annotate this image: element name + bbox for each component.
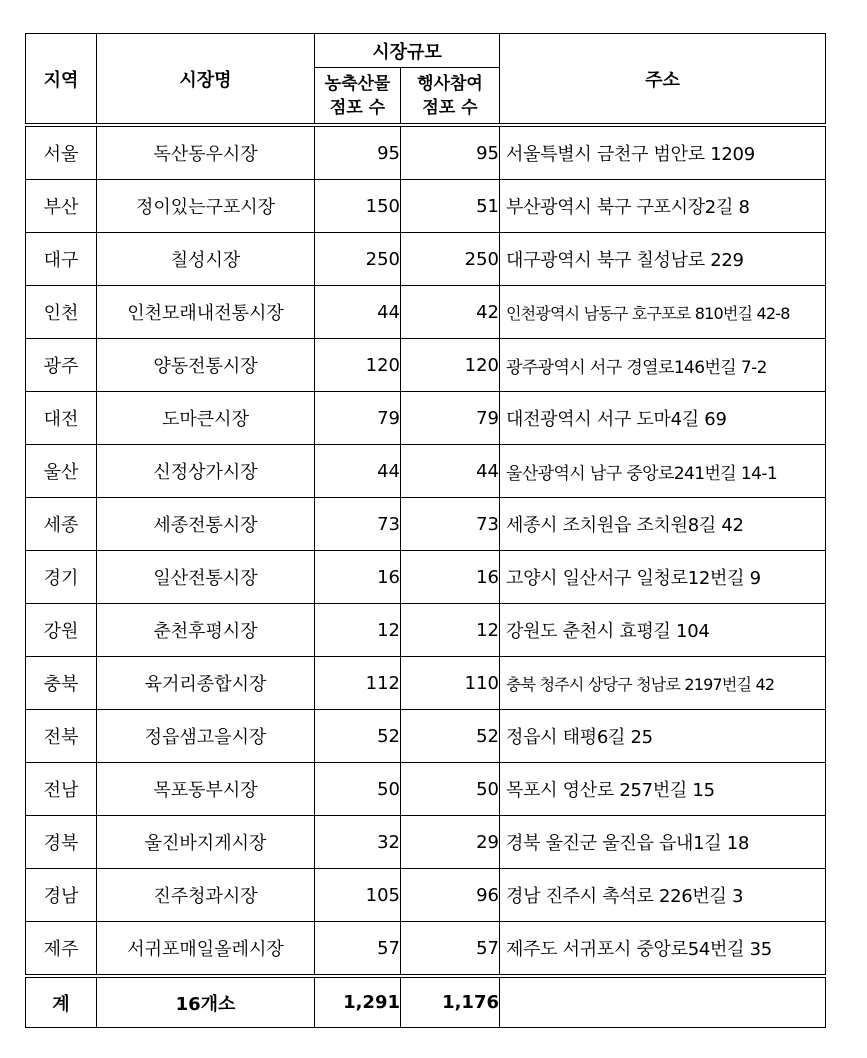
cell-market-name: 진주청과시장 [97,869,315,922]
total-address-empty [500,976,826,1028]
cell-market-name: 인천모래내전통시장 [97,286,315,339]
header-market-scale: 시장규모 [315,34,500,68]
cell-address: 고양시 일산서구 일청로12번길 9 [500,551,826,604]
cell-market-name: 일산전통시장 [97,551,315,604]
cell-region: 경기 [26,551,97,604]
cell-event-stores: 110 [401,657,500,710]
cell-address: 서울특별시 금천구 범안로 1209 [500,125,826,180]
cell-address: 제주도 서귀포시 중앙로54번길 35 [500,922,826,977]
cell-agri-stores: 52 [315,710,401,763]
cell-region: 충북 [26,657,97,710]
table-row [26,657,826,710]
cell-address: 강원도 춘천시 효평길 104 [500,604,826,657]
cell-market-name: 춘천후평시장 [97,604,315,657]
cell-market-name: 서귀포매일올레시장 [97,922,315,977]
table-row [26,710,826,763]
cell-address: 대구광역시 북구 칠성남로 229 [500,233,826,286]
cell-market-name: 양동전통시장 [97,339,315,392]
cell-agri-stores: 57 [315,922,401,977]
market-table [25,33,826,1028]
cell-agri-stores: 50 [315,763,401,816]
header-region: 지역 [26,34,97,126]
cell-event-stores: 95 [401,125,500,180]
cell-address: 부산광역시 북구 구포시장2길 8 [500,180,826,233]
cell-address: 울산광역시 남구 중앙로241번길 14-1 [500,445,826,498]
cell-region: 울산 [26,445,97,498]
cell-agri-stores: 73 [315,498,401,551]
table-row [26,180,826,233]
table-row [26,816,826,869]
table-row [26,392,826,445]
cell-region: 서울 [26,125,97,180]
cell-region: 경남 [26,869,97,922]
table-row [26,869,826,922]
cell-address: 대전광역시 서구 도마4길 69 [500,392,826,445]
cell-event-stores: 44 [401,445,500,498]
header-event-stores [401,68,500,126]
cell-agri-stores: 120 [315,339,401,392]
header-address: 주소 [500,34,826,126]
cell-event-stores: 42 [401,286,500,339]
table-row [26,286,826,339]
header-event-stores-line1: 행사참여 [417,73,483,94]
cell-address: 정읍시 태평6길 25 [500,710,826,763]
cell-address: 세종시 조치원읍 조치원8길 42 [500,498,826,551]
cell-agri-stores: 16 [315,551,401,604]
total-event-stores: 1,176 [401,976,500,1028]
total-row [26,976,826,1028]
cell-agri-stores: 112 [315,657,401,710]
cell-address: 광주광역시 서구 경열로146번길 7-2 [500,339,826,392]
cell-event-stores: 57 [401,922,500,977]
total-label: 계 [26,976,97,1028]
cell-market-name: 육거리종합시장 [97,657,315,710]
cell-event-stores: 96 [401,869,500,922]
cell-market-name: 도마큰시장 [97,392,315,445]
cell-event-stores: 120 [401,339,500,392]
cell-agri-stores: 44 [315,286,401,339]
cell-event-stores: 50 [401,763,500,816]
cell-event-stores: 29 [401,816,500,869]
cell-address: 충북 청주시 상당구 청남로 2197번길 42 [500,657,826,710]
cell-agri-stores: 95 [315,125,401,180]
cell-market-name: 신정상가시장 [97,445,315,498]
cell-market-name: 정읍샘고을시장 [97,710,315,763]
cell-event-stores: 12 [401,604,500,657]
cell-market-name: 세종전통시장 [97,498,315,551]
table-row [26,922,826,977]
cell-region: 제주 [26,922,97,977]
table-row [26,551,826,604]
header-market-name: 시장명 [97,34,315,126]
table-row [26,604,826,657]
cell-event-stores: 250 [401,233,500,286]
cell-agri-stores: 150 [315,180,401,233]
cell-region: 세종 [26,498,97,551]
cell-address: 목포시 영산로 257번길 15 [500,763,826,816]
cell-market-name: 목포동부시장 [97,763,315,816]
table-row [26,125,826,180]
cell-market-name: 울진바지게시장 [97,816,315,869]
cell-market-name: 칠성시장 [97,233,315,286]
cell-address: 인천광역시 남동구 호구포로 810번길 42-8 [500,286,826,339]
header-agri-stores-line2: 점포 수 [329,97,386,118]
cell-address: 경북 울진군 울진읍 읍내1길 18 [500,816,826,869]
table-row [26,763,826,816]
cell-agri-stores: 105 [315,869,401,922]
cell-region: 강원 [26,604,97,657]
table-row [26,233,826,286]
cell-region: 전남 [26,763,97,816]
cell-event-stores: 73 [401,498,500,551]
cell-market-name: 독산동우시장 [97,125,315,180]
cell-agri-stores: 79 [315,392,401,445]
header-agri-stores-line1: 농축산물 [324,73,391,94]
total-agri-stores: 1,291 [315,976,401,1028]
cell-region: 전북 [26,710,97,763]
cell-market-name: 정이있는구포시장 [97,180,315,233]
cell-agri-stores: 32 [315,816,401,869]
cell-event-stores: 52 [401,710,500,763]
table-row [26,498,826,551]
cell-agri-stores: 12 [315,604,401,657]
cell-region: 인천 [26,286,97,339]
cell-region: 대전 [26,392,97,445]
cell-event-stores: 51 [401,180,500,233]
cell-agri-stores: 44 [315,445,401,498]
cell-event-stores: 79 [401,392,500,445]
cell-event-stores: 16 [401,551,500,604]
cell-region: 경북 [26,816,97,869]
total-count: 16개소 [97,976,315,1028]
table-row [26,339,826,392]
cell-region: 대구 [26,233,97,286]
header-agri-stores [315,68,401,126]
cell-region: 광주 [26,339,97,392]
cell-region: 부산 [26,180,97,233]
cell-address: 경남 진주시 촉석로 226번길 3 [500,869,826,922]
table-row [26,445,826,498]
header-event-stores-line2: 점포 수 [422,97,478,118]
cell-agri-stores: 250 [315,233,401,286]
